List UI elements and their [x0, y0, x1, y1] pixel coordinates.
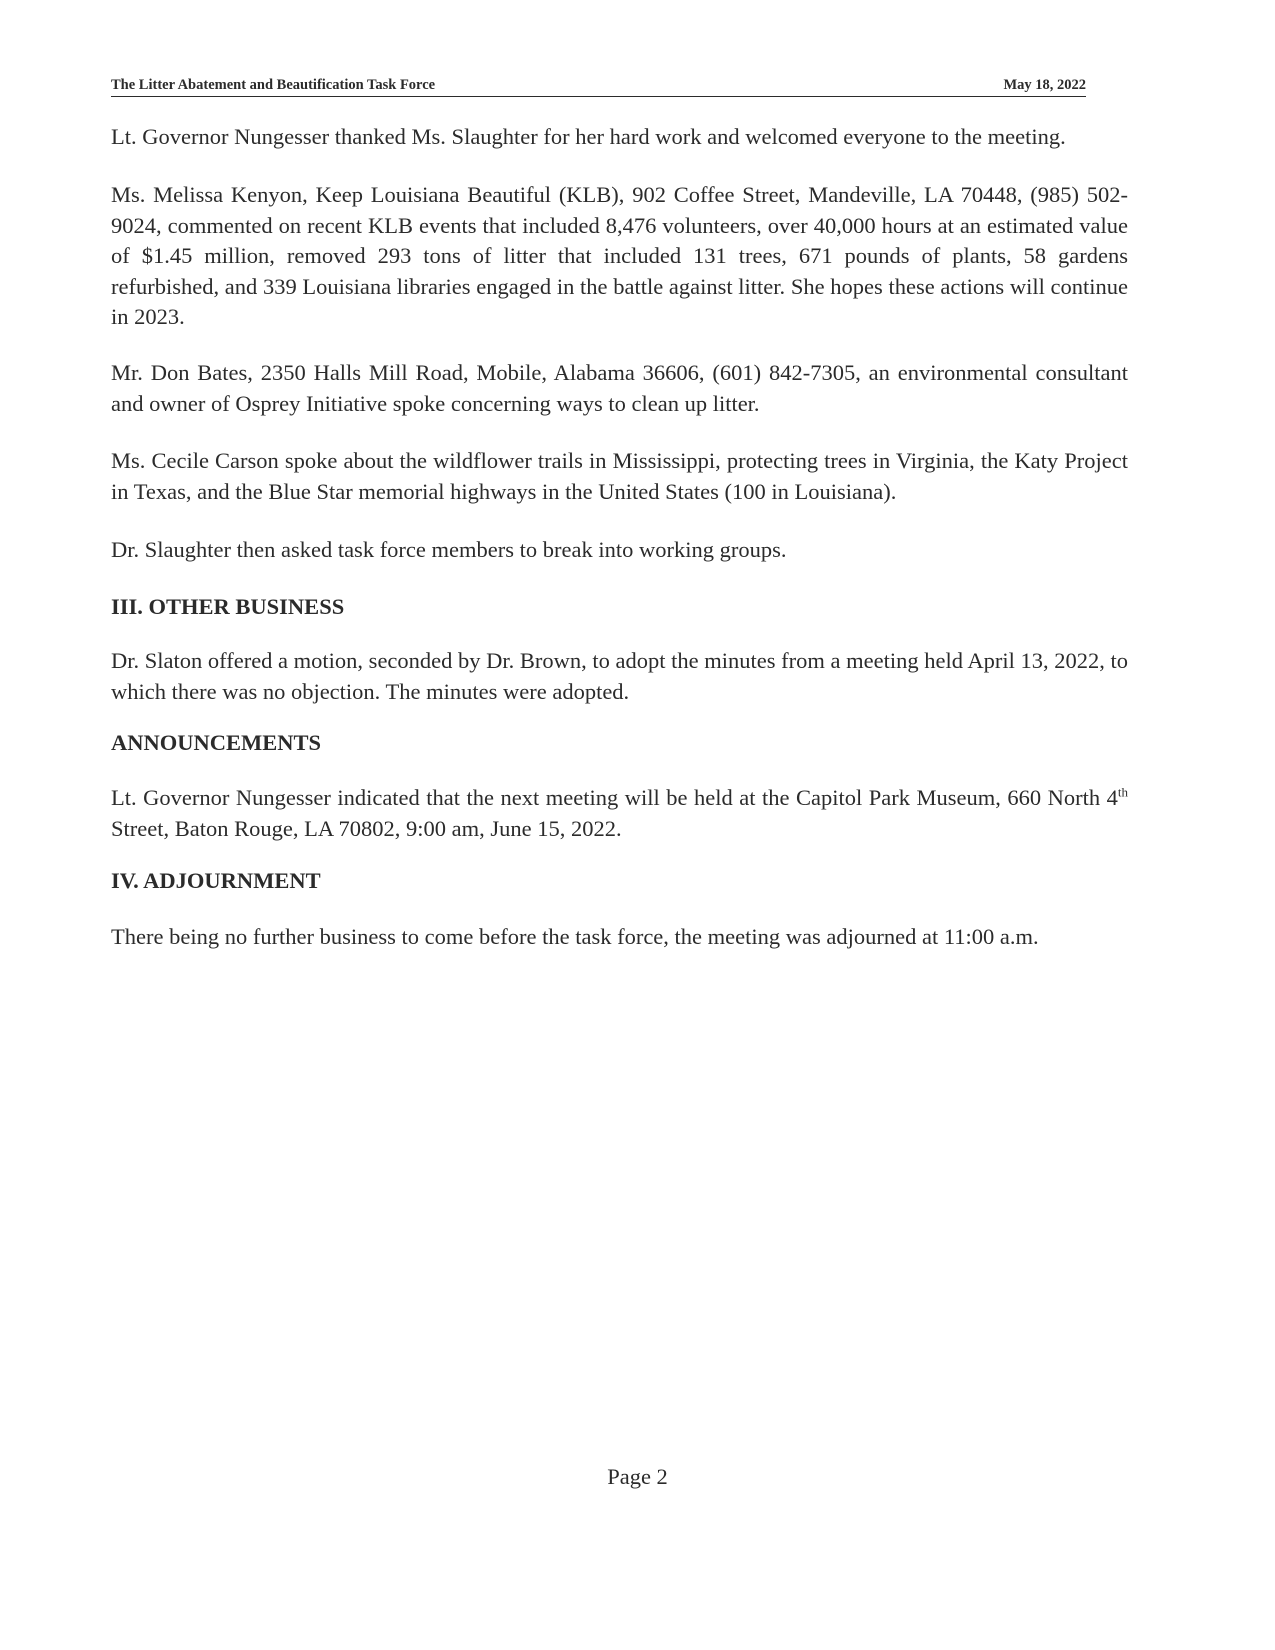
- running-header: [111, 76, 1086, 97]
- paragraph-carson: Ms. Cecile Carson spoke about the wildflower trails in Mississippi, protecting trees in Virginia, the Katy Project in Texas, and the Blue Star memorial highways in the United States (100 in Louisiana).: [111, 448, 1128, 504]
- paragraph-working-groups: Dr. Slaughter then asked task force members to break into working groups.: [111, 537, 787, 562]
- page-number: Page 2: [607, 1464, 668, 1489]
- next-meeting-text-2: Street, Baton Rouge, LA 70802, 9:00 am, June 15, 2022.: [111, 815, 622, 841]
- paragraph-minutes-motion: Dr. Slaton offered a motion, seconded by Dr. Brown, to adopt the minutes from a meeting held April 13, 2022, to which there was no objection. The minutes were adopted.: [111, 648, 1128, 704]
- heading-other-business: III. OTHER BUSINESS: [111, 594, 345, 619]
- paragraph-bates: Mr. Don Bates, 2350 Halls Mill Road, Mobile, Alabama 36606, (601) 842-7305, an environmental consultant and owner of Osprey Initiative spoke concerning ways to clean up litter.: [111, 360, 1128, 416]
- paragraph-thanks: Lt. Governor Nungesser thanked Ms. Slaughter for her hard work and welcomed everyone to the meeting.: [111, 124, 1066, 149]
- paragraph-next-meeting: [111, 783, 1128, 844]
- paragraph-adjourned: There being no further business to come before the task force, the meeting was adjourned at 11:00 a.m.: [111, 924, 1039, 949]
- heading-announcements: ANNOUNCEMENTS: [111, 730, 322, 755]
- heading-adjournment: IV. ADJOURNMENT: [111, 868, 321, 893]
- next-meeting-text-1: Lt. Governor Nungesser indicated that the next meeting will be held at the Capitol Park Museum, 660 North 4: [111, 785, 1118, 810]
- ordinal-suffix: th: [1117, 784, 1128, 800]
- paragraph-kenyon: Ms. Melissa Kenyon, Keep Louisiana Beautiful (KLB), 902 Coffee Street, Mandeville, LA 70448, (985) 502-9024, commented on recent KLB events that included 8,476 volunteers, over 40,000 hours at an estimated value of $1.45 million, removed 293 tons of litter that included 131 trees, 671 pounds of plants, 58 gardens refurbished, and 339 Louisiana libraries engaged in the battle against litter. She hopes these actions will continue in 2023.: [111, 182, 1128, 329]
- header-title: The Litter Abatement and Beautification Task Force: [111, 77, 436, 93]
- header-date: May 18, 2022: [1003, 77, 1086, 93]
